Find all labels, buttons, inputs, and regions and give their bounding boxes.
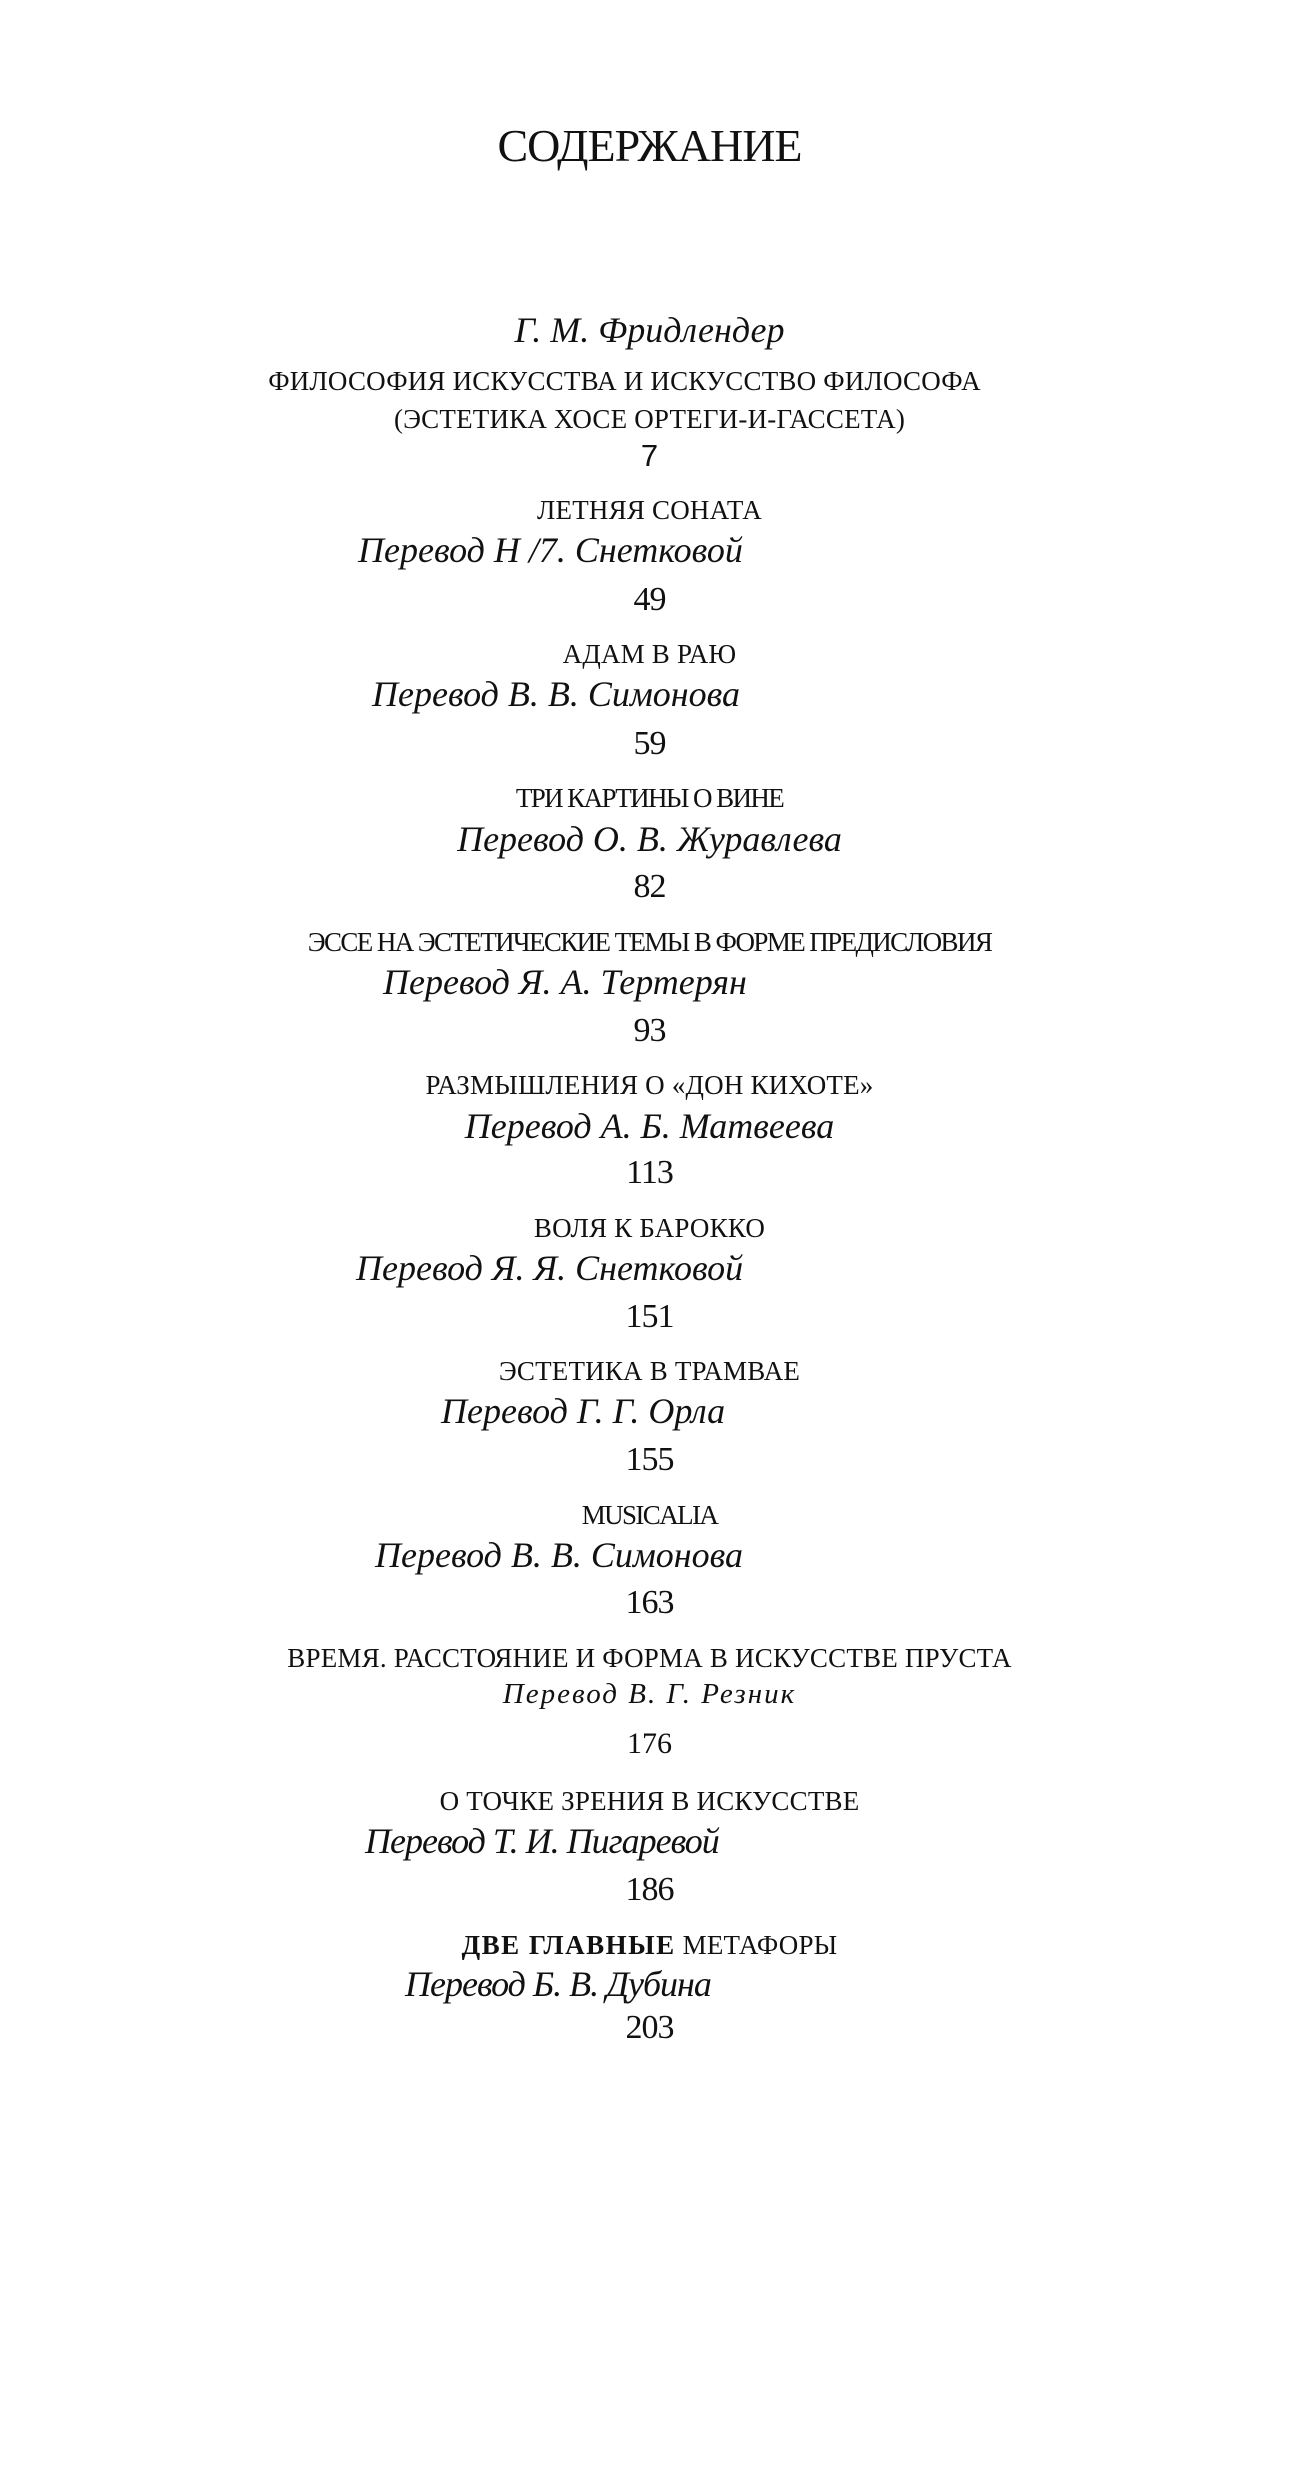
page-title: СОДЕРЖАНИЕ: [497, 120, 802, 171]
entry-page-number: 49: [633, 581, 666, 618]
entry-translator: Перевод В. В. Симонова: [375, 1535, 744, 1575]
entry-translator: Перевод Г. Г. Орла: [441, 1391, 726, 1431]
entry-title: ЭСТЕТИКА В ТРАМВАЕ: [498, 1356, 801, 1386]
entry-page-number: 186: [625, 1871, 674, 1908]
entry-page-number: 163: [625, 1584, 674, 1621]
entry-title: MUSICALIA: [581, 1500, 718, 1530]
entry-title: О ТОЧКЕ ЗРЕНИЯ В ИСКУССТВЕ: [439, 1786, 860, 1816]
entry-page-number: 155: [625, 1441, 674, 1478]
entry-title: ВРЕМЯ. РАССТОЯНИЕ И ФОРМА В ИСКУССТВЕ ПРУСТА: [287, 1643, 1012, 1673]
entry-translator: Перевод Б. В. Дубина: [405, 1964, 711, 2004]
entry-translator: Перевод А. Б. Матвеева: [464, 1106, 835, 1146]
entry-translator: Перевод О. В. Журавлева: [457, 819, 842, 859]
entry-page-number: 59: [633, 725, 666, 762]
entry-page-number: 93: [633, 1012, 666, 1049]
entry-translator: Перевод Н /7. Снетковой: [358, 530, 743, 570]
entry-title-rest: МЕТАФОРЫ: [682, 1930, 838, 1960]
intro-page-number: 7: [640, 438, 659, 473]
entry-title: РАЗМЫШЛЕНИЯ О «ДОН КИХОТЕ»: [425, 1070, 874, 1100]
entry-title: ЭССЕ НА ЭСТЕТИЧЕСКИЕ ТЕМЫ В ФОРМЕ ПРЕДИСЛОВИЯ: [307, 927, 992, 957]
entry-page-number: 82: [633, 868, 666, 905]
entry-page-number: 151: [625, 1298, 674, 1335]
entry-title-bold: ДВЕ ГЛАВНЫЕ: [461, 1930, 676, 1960]
intro-title-line2: (ЭСТЕТИКА ХОСЕ ОРТЕГИ-И-ГАССЕТА): [393, 404, 906, 434]
entry-page-number: 176: [627, 1727, 672, 1760]
intro-title-line1: ФИЛОСОФИЯ ИСКУССТВА И ИСКУССТВО ФИЛОСОФА: [268, 366, 981, 396]
entry-page-number: 203: [625, 2009, 674, 2046]
entry-title: ВОЛЯ К БАРОККО: [533, 1213, 766, 1243]
entry-page-number: 113: [626, 1154, 673, 1191]
entry-translator: Перевод Т. И. Пигаревой: [365, 1821, 719, 1861]
entry-translator: Перевод Я. А. Тертерян: [383, 962, 747, 1002]
entry-translator: Перевод В. Г. Резник: [502, 1678, 797, 1710]
entry-title: [0, 1928, 1299, 1962]
entry-title: АДАМ В РАЮ: [562, 639, 737, 669]
entry-title: ЛЕТНЯЯ СОНАТА: [537, 495, 762, 525]
entry-translator: Перевод В. В. Симонова: [372, 674, 741, 714]
intro-author: Г. М. Фридлендер: [514, 310, 785, 350]
entry-translator: Перевод Я. Я. Снетковой: [356, 1248, 744, 1288]
entry-title: ТРИ КАРТИНЫ О ВИНЕ: [515, 783, 784, 813]
